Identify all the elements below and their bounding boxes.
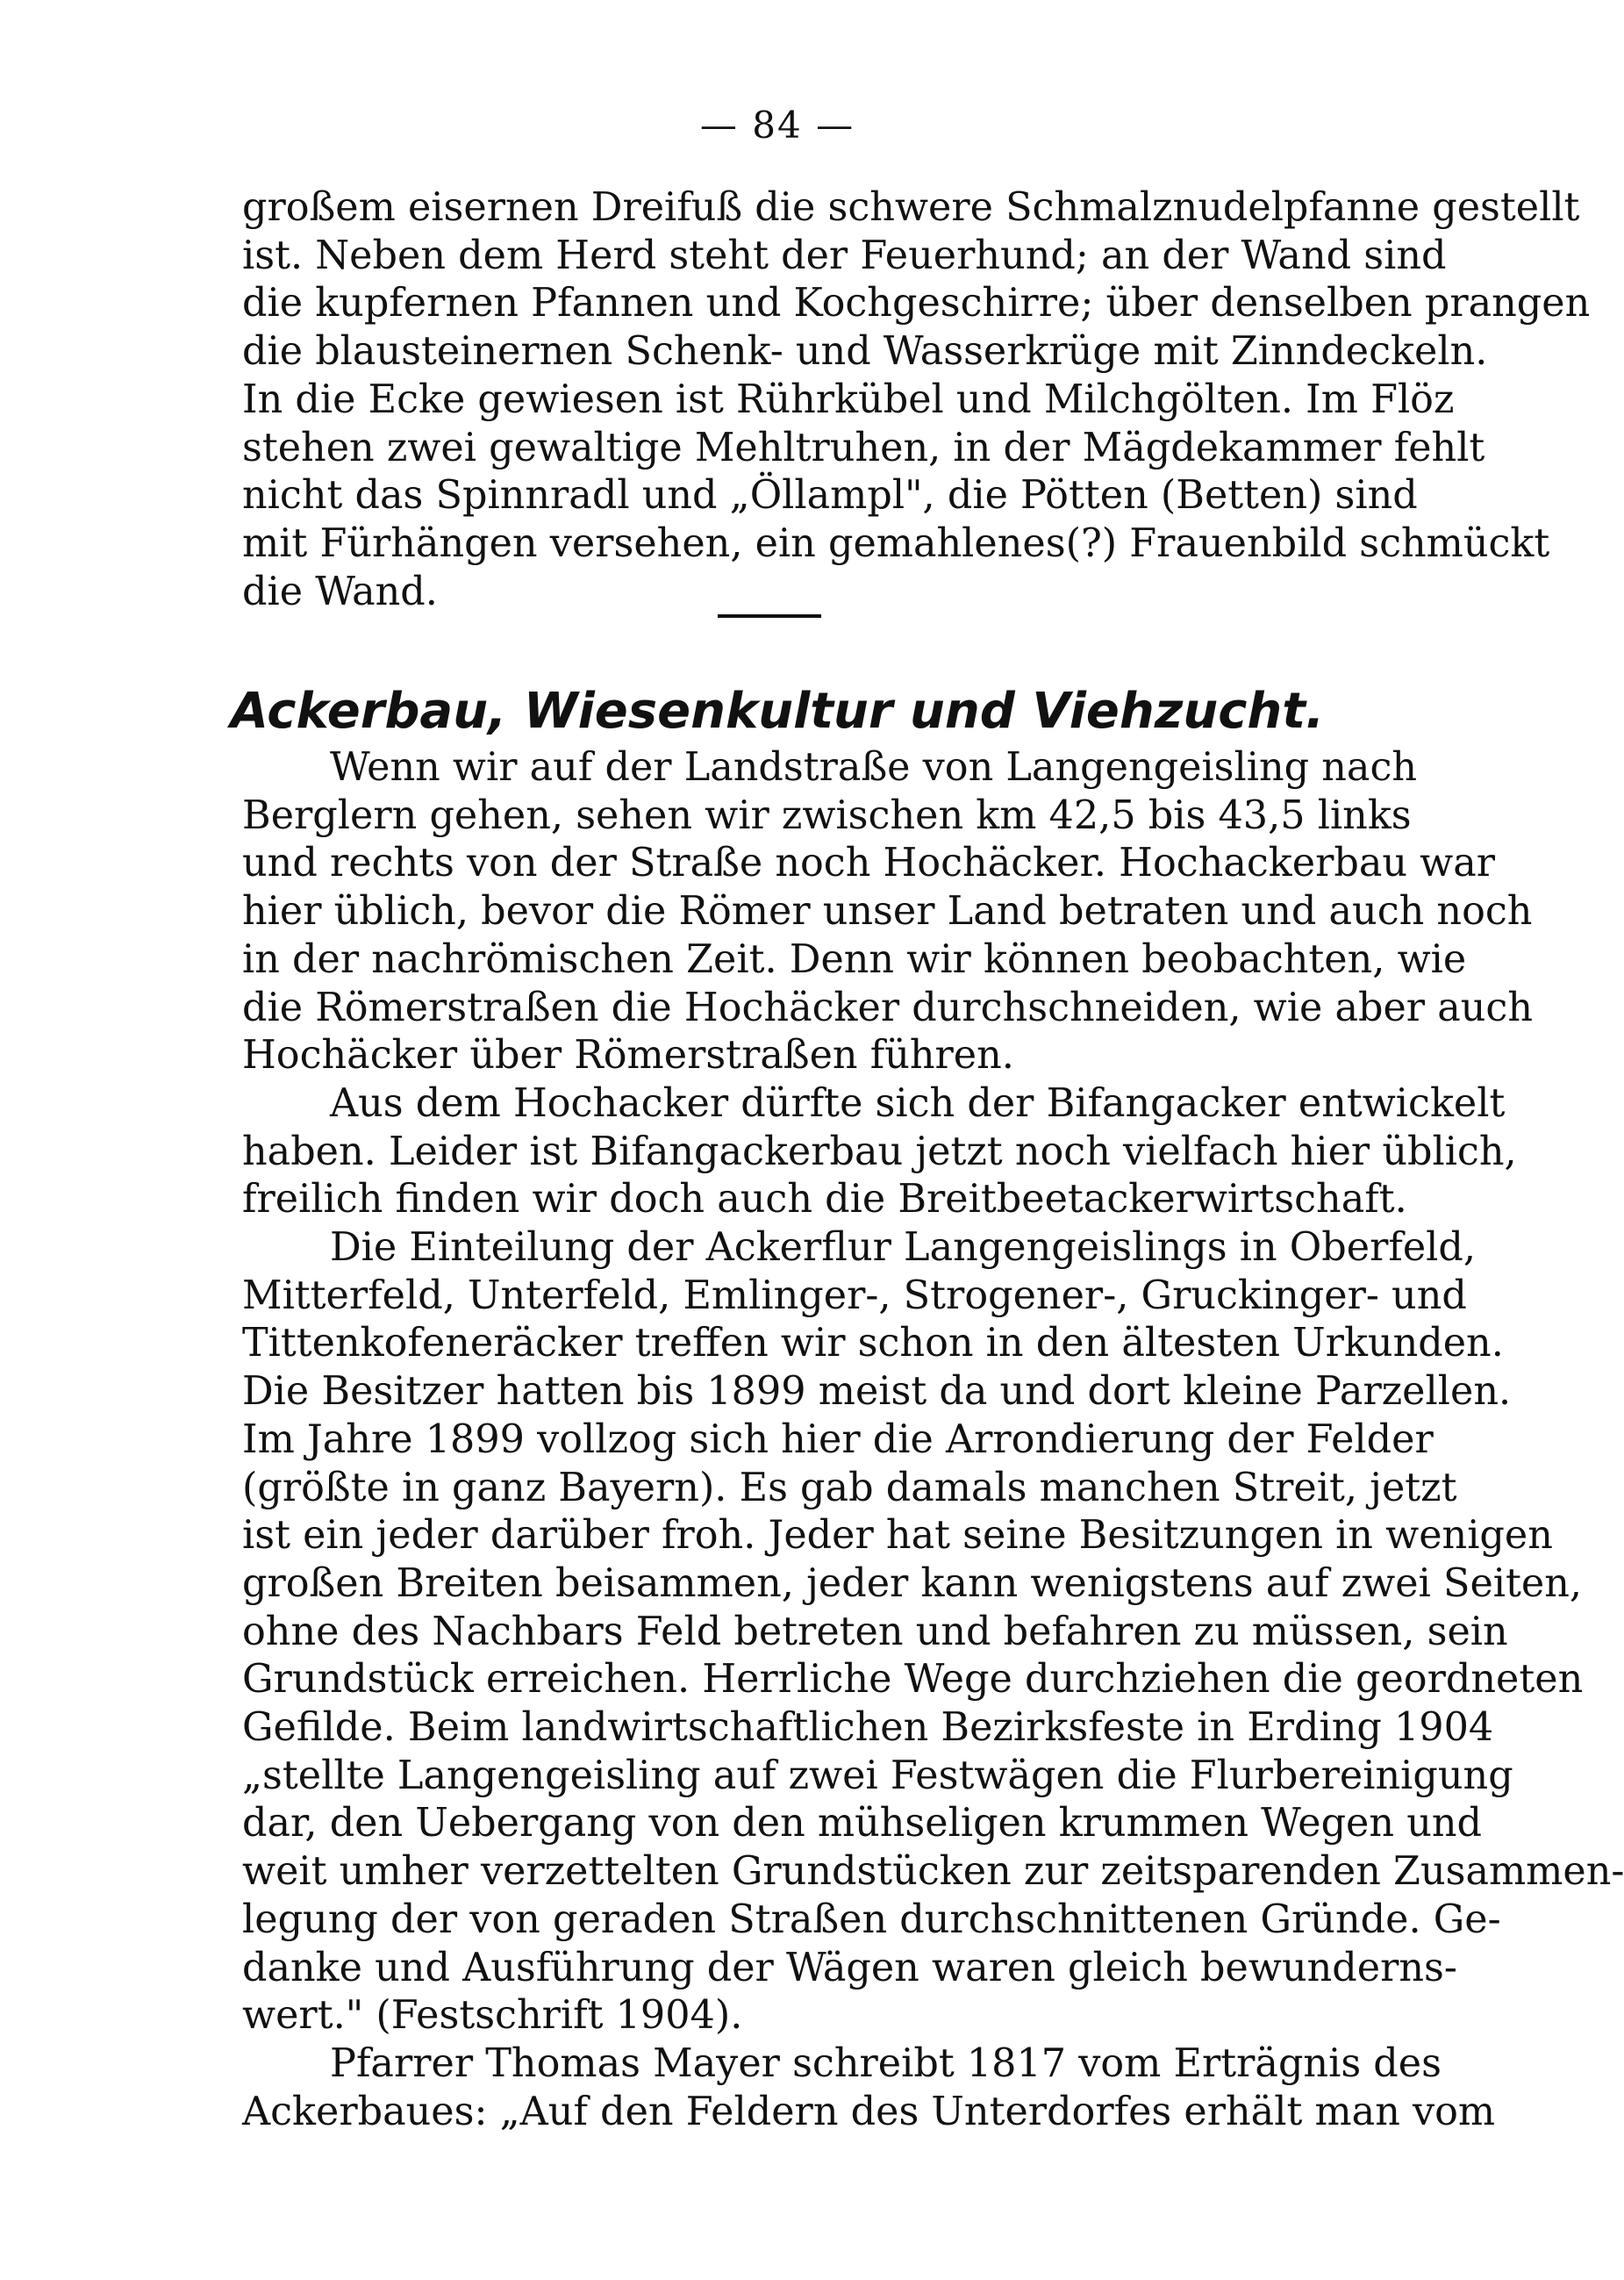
text-line: großen Breiten beisammen, jeder kann wenigstens auf zwei Seiten, [242,1560,1583,1606]
text-line: die Römerstraßen die Hochäcker durchschneiden, wie aber auch [242,985,1533,1030]
text-line: Gefilde. Beim landwirtschaftlichen Bezirksfeste in Erding 1904 [242,1705,1494,1751]
text-line: dar, den Uebergang von den mühseligen krummen Wegen und [242,1801,1483,1846]
text-line: ist. Neben dem Herd steht der Feuerhund; an der Wand sind [242,233,1447,278]
text-line: Pfarrer Thomas Mayer schreibt 1817 vom Erträgnis des [330,2040,1442,2086]
text-line: mit Fürhängen versehen, ein gemahlenes(?) Frauenbild schmückt [242,520,1550,566]
text-line: Tittenkofeneräcker treffen wir schon in den ältesten Urkunden. [242,1321,1504,1366]
text-line: Ackerbaues: „Auf den Feldern des Unterdorfes erhält man vom [242,2089,1496,2134]
section-heading: Ackerbau, Wiesenkultur und Viehzucht. [230,683,1325,740]
text-line: die Wand. [242,569,438,614]
text-line: hier üblich, bevor die Römer unser Land betraten und auch noch [242,889,1533,935]
text-line: Grundstück erreichen. Herrliche Wege durchziehen die geordneten [242,1657,1584,1703]
text-line: Die Besitzer hatten bis 1899 meist da und dort kleine Parzellen. [242,1369,1512,1415]
text-line: die kupfernen Pfannen und Kochgeschirre; über denselben prangen [242,281,1591,326]
text-line: legung der von geraden Straßen durchschnittenen Gründe. Ge- [242,1896,1501,1942]
text-line: Im Jahre 1899 vollzog sich hier die Arrondierung der Felder [242,1416,1434,1462]
text-line: haben. Leider ist Bifangackerbau jetzt noch vielfach hier üblich, [242,1129,1517,1174]
text-line: (größte in ganz Bayern). Es gab damals manchen Streit, jetzt [242,1465,1457,1510]
text-line: stehen zwei gewaltige Mehltruhen, in der Mägdekammer fehlt [242,425,1485,470]
page-number: — 84 — [699,104,855,147]
text-line: Berglern gehen, sehen wir zwischen km 42,5 bis 43,5 links [242,792,1412,838]
section-divider [718,614,821,618]
text-line: großem eisernen Dreifuß die schwere Schmalznudelpfanne gestellt [242,185,1580,230]
text-line: die blausteinernen Schenk- und Wasserkrüge mit Zinndeckeln. [242,329,1488,375]
text-line: In die Ecke gewiesen ist Rührkübel und Milchgölten. Im Flöz [242,376,1455,422]
text-line: freilich finden wir doch auch die Breitbeetackerwirtschaft. [242,1177,1407,1222]
text-line: Mitterfeld, Unterfeld, Emlinger-, Strogener-, Gruckinger- und [242,1273,1467,1318]
text-line: Wenn wir auf der Landstraße von Langengeisling nach [330,745,1418,790]
text-line: nicht das Spinnradl und „Öllampl", die Pötten (Betten) sind [242,473,1418,519]
text-line: danke und Ausführung der Wägen waren gleich bewunderns- [242,1945,1457,1990]
text-line: Hochäcker über Römerstraßen führen. [242,1033,1014,1079]
text-line: Die Einteilung der Ackerflur Langengeislings in Oberfeld, [330,1225,1477,1271]
text-line: und rechts von der Straße noch Hochäcker. Hochackerbau war [242,841,1496,886]
section-body [242,744,1624,2136]
text-line: „stellte Langengeisling auf zwei Festwägen die Flurbereinigung [242,1753,1513,1798]
text-line: Aus dem Hochacker dürfte sich der Bifangacker entwickelt [330,1080,1506,1126]
text-line: in der nachrömischen Zeit. Denn wir können beobachten, wie [242,936,1467,982]
text-line: ist ein jeder darüber froh. Jeder hat seine Besitzungen in wenigen [242,1513,1553,1559]
paragraph-1 [242,184,1591,616]
text-line: weit umher verzettelten Grundstücken zur zeitsparenden Zusammen- [242,1849,1624,1895]
text-line: ohne des Nachbars Feld betreten und befahren zu müssen, sein [242,1609,1508,1654]
text-line: wert." (Festschrift 1904). [242,1993,743,2039]
